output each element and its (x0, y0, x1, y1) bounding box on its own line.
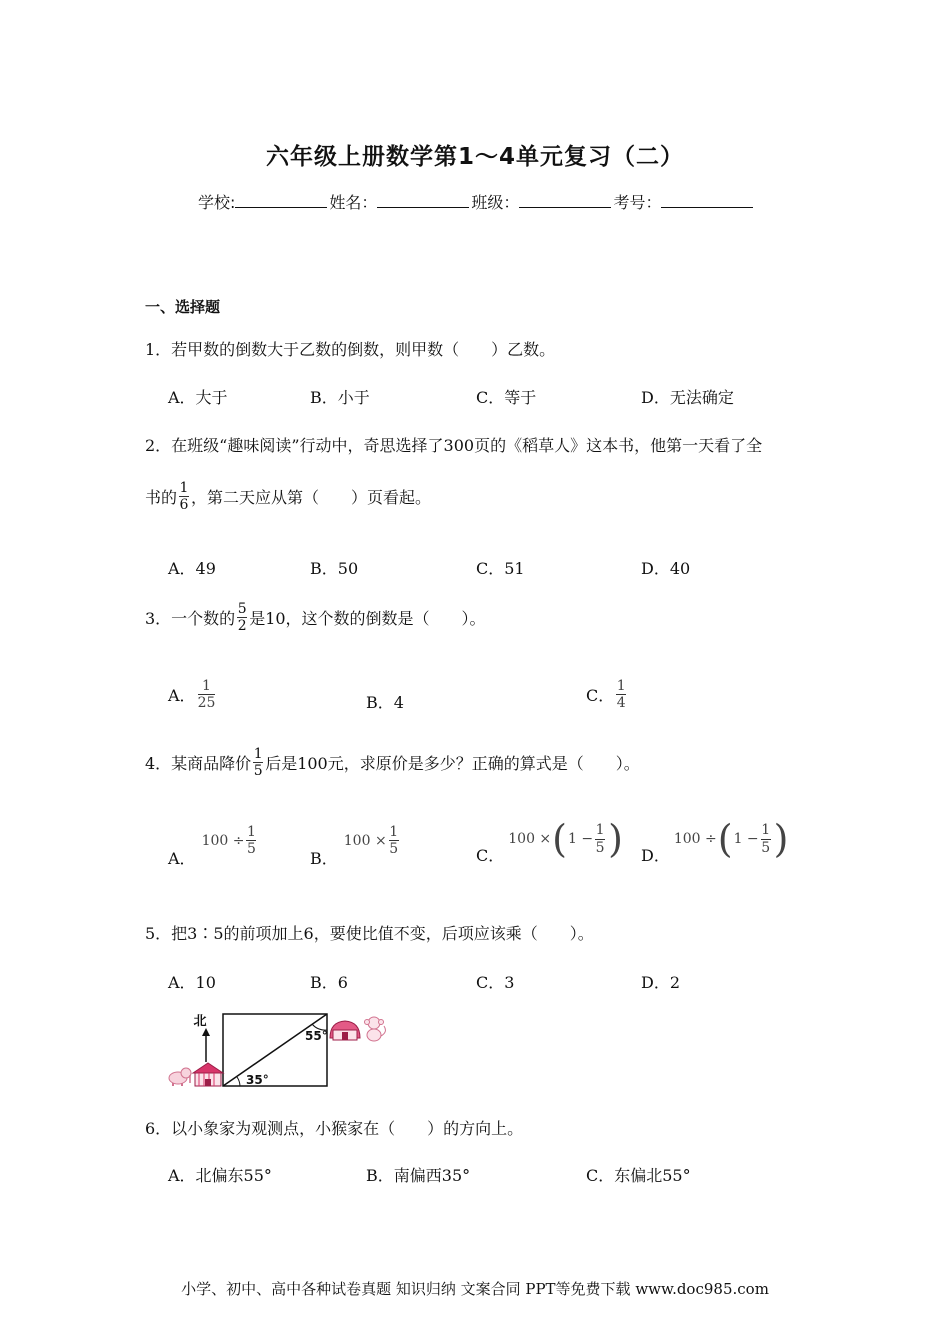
q1-option-c: C．等于 (476, 388, 537, 407)
question-1: 1．若甲数的倒数大于乙数的倒数，则甲数（ ）乙数。 (145, 340, 556, 359)
q3-option-c: C． $\frac{1}{4}$ (586, 678, 626, 712)
q4-fraction: $\frac{1}{5}$ (253, 746, 263, 780)
angle-arc-bottom (237, 1077, 240, 1086)
north-label: 北 (193, 1014, 207, 1029)
monkey-icon (365, 1017, 386, 1041)
q5-option-c: C．3 (476, 973, 515, 992)
q5-option-b: B．6 (310, 973, 348, 992)
page-title: 六年级上册数学第1～4单元复习（二） (265, 144, 684, 170)
question-4: 4．某商品降价 $\frac{1}{5}$ 后是100元，求原价是多少？正确的算式是（ ）。 (145, 746, 640, 780)
q5-option-d: D．2 (641, 973, 681, 992)
figure-diagonal (223, 1014, 327, 1086)
q6-option-c: C．东偏北55° (586, 1166, 691, 1185)
q1-option-a: A．大于 (168, 388, 228, 407)
q4-option-a: A． 100 ÷ $\frac{1}{5}$ (168, 824, 256, 869)
question-6: 6．以小象家为观测点，小猴家在（ ）的方向上。 (145, 1119, 524, 1138)
q4-option-d: D． 100 ÷ ( 1 − $\frac{1}{5}$ ) (641, 817, 789, 865)
section-title: 一、选择题 (145, 298, 221, 316)
q2-option-d: D．40 (641, 559, 691, 578)
q4-option-b: B． 100 × $\frac{1}{5}$ (310, 824, 399, 869)
elephant-icon (169, 1068, 191, 1086)
exam-no-label: 考号： (613, 193, 662, 212)
school-label: 学校: (198, 193, 236, 212)
q4-option-c: C． 100 × ( 1 − $\frac{1}{5}$ ) (476, 817, 623, 865)
student-info-line (198, 190, 755, 213)
direction-figure (162, 1008, 392, 1094)
question-2-line2: 书的 $\frac{1}{6}$ ，第二天应从第（ ）页看起。 (145, 480, 432, 514)
q5-option-a: A．10 (168, 973, 216, 992)
q2-option-c: C．51 (476, 559, 525, 578)
monkey-house-icon (330, 1021, 360, 1040)
q6-option-a: A．北偏东55° (168, 1166, 272, 1185)
name-label: 姓名： (329, 193, 378, 212)
class-blank (519, 193, 611, 208)
q6-option-b: B．南偏西35° (366, 1166, 471, 1185)
north-arrow-head (202, 1028, 210, 1036)
q1-option-b: B．小于 (310, 388, 370, 407)
q2-option-a: A．49 (168, 559, 216, 578)
angle-top-label: 55° (305, 1029, 328, 1043)
q2-fraction: $\frac{1}{6}$ (179, 480, 189, 514)
q3-fraction: $\frac{5}{2}$ (237, 601, 247, 635)
exam-no-blank (661, 193, 753, 208)
q3-option-b: B．4 (366, 693, 404, 712)
question-3: 3．一个数的 $\frac{5}{2}$ 是10，这个数的倒数是（ ）。 (145, 601, 486, 635)
angle-bottom-label: 35° (246, 1073, 269, 1087)
name-blank (377, 193, 469, 208)
question-5: 5．把3∶5的前项加上6，要使比值不变，后项应该乘（ ）。 (145, 924, 594, 943)
school-blank (235, 193, 327, 208)
q3-option-a: A． $\frac{1}{25}$ (168, 678, 216, 712)
elephant-house-icon (193, 1063, 223, 1086)
footer-text: 小学、初中、高中各种试卷真题 知识归纳 文案合同 PPT等免费下载 www.doc985.com (181, 1280, 769, 1298)
question-2-line1: 2．在班级“趣味阅读”行动中，奇思选择了300页的《稻草人》这本书，他第一天看了全 (145, 436, 763, 455)
q1-option-d: D．无法确定 (641, 388, 734, 407)
q2-option-b: B．50 (310, 559, 359, 578)
class-label: 班级： (471, 193, 520, 212)
